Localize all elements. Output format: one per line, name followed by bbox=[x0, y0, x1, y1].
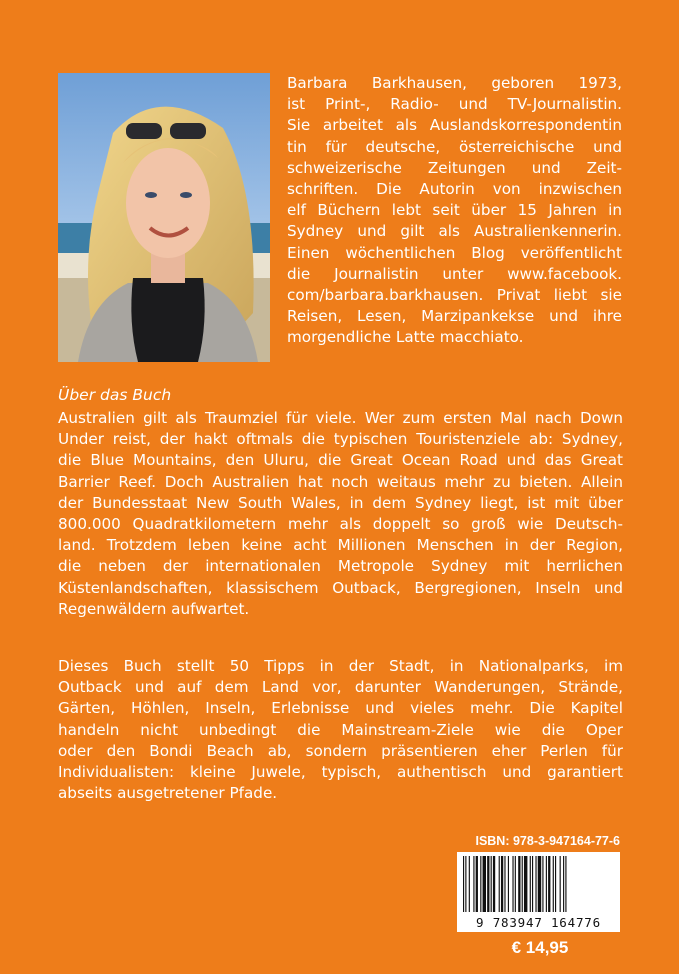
description-paragraph-2 bbox=[58, 656, 623, 804]
author-bio bbox=[287, 73, 622, 349]
bio-line: elf Büchern lebt seit über 15 Jahren in bbox=[287, 201, 622, 220]
paragraph-line: oder den Bondi Beach ab, sondern präsentieren eher Perlen für bbox=[58, 741, 623, 760]
paragraph-line: Outback und auf dem Land vor, darunter Wanderungen, Strände, bbox=[58, 678, 623, 697]
bio-line: Reisen, Lesen, Marzipankekse und ihre bbox=[287, 307, 622, 326]
paragraph-line: Dieses Buch stellt 50 Tipps in der Stadt, in Nationalparks, im bbox=[58, 657, 623, 675]
bio-line: tin für deutsche, österreichische und bbox=[287, 137, 622, 156]
paragraph-line: Gärten, Höhlen, Inseln, Erlebnisse und vieles mehr. Die Kapitel bbox=[58, 699, 623, 718]
price-label: € 14,95 bbox=[511, 938, 569, 957]
description-paragraph-1 bbox=[58, 408, 623, 620]
paragraph-line: abseits ausgetretener Pfade. bbox=[58, 784, 278, 803]
bio-line: schriften. Die Autorin von inzwischen bbox=[287, 180, 622, 199]
paragraph-line: Under reist, der hakt oftmals die typischen Touristenziele ab: Sydney, bbox=[58, 430, 623, 449]
paragraph-line: Australien gilt als Traumziel für viele. Wer zum ersten Mal nach Down bbox=[58, 409, 623, 427]
bio-line: ist Print-, Radio- und TV-Journalistin. bbox=[287, 95, 622, 114]
barcode-digits: 9 783947 164776 bbox=[476, 915, 601, 930]
bio-line: Sydney und gilt als Australienkennerin. bbox=[287, 222, 622, 241]
paragraph-line: die Blue Mountains, den Uluru, die Great Ocean Road und das Great bbox=[58, 451, 623, 470]
paragraph-line: die neben der internationalen Metropole Sydney mit herrlichen bbox=[58, 557, 623, 576]
bio-line: com/barbara.barkhausen. Privat liebt sie bbox=[287, 286, 622, 305]
bio-line: die Journalistin unter www.facebook. bbox=[287, 264, 622, 283]
paragraph-line: Regenwäldern aufwartet. bbox=[58, 599, 250, 618]
bio-line: Barbara Barkhausen, geboren 1973, bbox=[287, 74, 622, 92]
paragraph-line: 800.000 Quadratkilometern mehr als doppelt so groß wie Deutsch- bbox=[58, 515, 623, 534]
paragraph-line: der Bundesstaat New South Wales, in dem Sydney liegt, ist mit über bbox=[58, 493, 623, 512]
about-book-heading: Über das Buch bbox=[58, 386, 172, 404]
isbn-label: ISBN: 978-3-947164-77-6 bbox=[475, 834, 620, 848]
bio-line: Sie arbeitet als Auslandskorrespondentin bbox=[287, 116, 622, 135]
paragraph-line: Barrier Reef. Doch Australien hat noch weitaus mehr zu bieten. Allein bbox=[58, 472, 623, 491]
barcode bbox=[457, 852, 620, 932]
paragraph-line: Individualisten: kleine Juwele, typisch, authentisch und garantiert bbox=[58, 763, 623, 782]
barcode-bars-icon bbox=[457, 852, 620, 916]
bio-line: Einen wöchentlichen Blog veröffentlicht bbox=[287, 243, 622, 262]
paragraph-line: handeln nicht unbedingt die Mainstream-Ziele wie die Oper bbox=[58, 720, 623, 739]
author-photo bbox=[58, 73, 270, 362]
paragraph-line: Küstenlandschaften, klassischem Outback, Bergregionen, Inseln und bbox=[58, 578, 623, 597]
paragraph-line: land. Trotzdem leben keine acht Millionen Menschen in der Region, bbox=[58, 536, 623, 555]
bio-line: schweizerische Zeitungen und Zeit- bbox=[287, 158, 622, 177]
bio-line: morgendliche Latte macchiato. bbox=[287, 328, 524, 347]
